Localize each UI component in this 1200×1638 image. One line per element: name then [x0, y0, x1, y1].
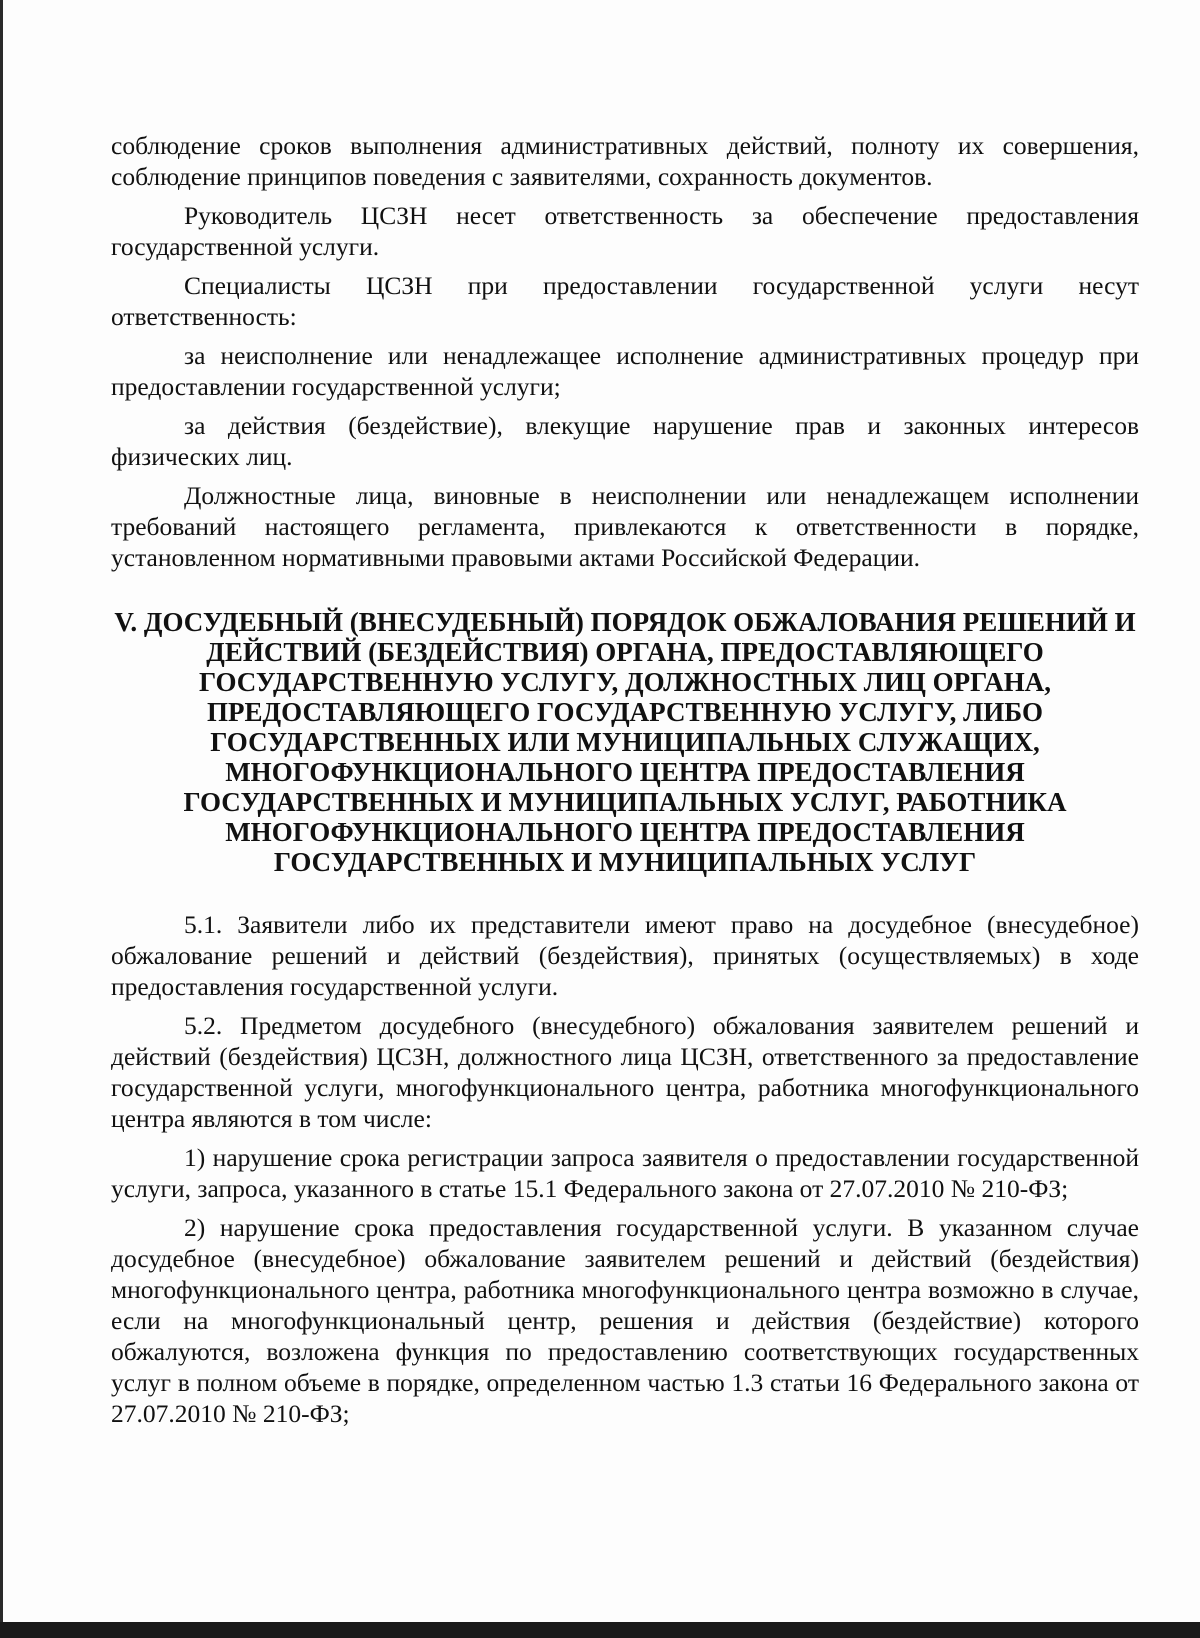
- paragraph-5-1: 5.1. Заявители либо их представители имеют право на досудебное (внесудебное) обжалование решений и действий (бездействия), принятых (осуществляемых) в ходе предоставления государственной услуги.: [111, 910, 1139, 1001]
- paragraph-officials-liability: Должностные лица, виновные в неисполнении или ненадлежащем исполнении требований настоящего регламента, привлекаются к ответственности в порядке, установленном нормативными правовыми актами Российской Федерации.: [111, 481, 1139, 572]
- scan-border-bottom: [0, 1622, 1200, 1638]
- paragraph-head-responsibility: Руководитель ЦСЗН несет ответственность за обеспечение предоставления государственной услуги.: [111, 201, 1139, 261]
- document-body: [111, 130, 1139, 1429]
- scan-border-left: [0, 0, 3, 1638]
- paragraph-specialists-responsibility: Специалисты ЦСЗН при предоставлении государственной услуги несут ответственность:: [111, 271, 1139, 331]
- section-heading: V. ДОСУДЕБНЫЙ (ВНЕСУДЕБНЫЙ) ПОРЯДОК ОБЖАЛОВАНИЯ РЕШЕНИЙ И ДЕЙСТВИЙ (БЕЗДЕЙСТВИЯ) ОРГАНА, ПРЕДОСТАВЛЯЮЩЕГО ГОСУДАРСТВЕННУЮ УСЛУГУ, ДОЛЖНОСТНЫХ ЛИЦ ОРГАНА, ПРЕДОСТАВЛЯЮЩЕГО ГОСУДАРСТВЕННУЮ УСЛУГУ, ЛИБО ГОСУДАРСТВЕННЫХ ИЛИ МУНИЦИПАЛЬНЫХ СЛУЖАЩИХ, МНОГОФУНКЦИОНАЛЬНОГО ЦЕНТРА ПРЕДОСТАВЛЕНИЯ ГОСУДАРСТВЕННЫХ И МУНИЦИПАЛЬНЫХ УСЛУГ, РАБОТНИКА МНОГОФУНКЦИОНАЛЬНОГО ЦЕНТРА ПРЕДОСТАВЛЕНИЯ ГОСУДАРСТВЕННЫХ И МУНИЦИПАЛЬНЫХ УСЛУГ: [114, 607, 1136, 877]
- paragraph-continuation: соблюдение сроков выполнения административных действий, полноту их совершения, соблюдение принципов поведения с заявителями, сохранность документов.: [111, 131, 1139, 191]
- paragraph-5-2: 5.2. Предметом досудебного (внесудебного) обжалования заявителем решений и действий (бездействия) ЦСЗН, должностного лица ЦСЗН, ответственного за предоставление государственной услуги, многофункционального центра, работника многофункционального центра являются в том числе:: [111, 1011, 1139, 1133]
- paragraph-item-1: 1) нарушение срока регистрации запроса заявителя о предоставлении государственной услуги, запроса, указанного в статье 15.1 Федерального закона от 27.07.2010 № 210-ФЗ;: [111, 1143, 1139, 1203]
- paragraph-item-2: 2) нарушение срока предоставления государственной услуги. В указанном случае досудебное (внесудебное) обжалование заявителем решений и действий (бездействия) многофункционального центра, работника многофункционального центра возможно в случае, если на многофункциональный центр, решения и действия (бездействие) которого обжалуются, возложена функция по предоставлению соответствующих государственных услуг в полном объеме в порядке, определенном частью 1.3 статьи 16 Федерального закона от 27.07.2010 № 210-ФЗ;: [111, 1213, 1139, 1428]
- paragraph-actions-inaction: за действия (бездействие), влекущие нарушение прав и законных интересов физических лиц.: [111, 411, 1139, 471]
- paragraph-non-performance: за неисполнение или ненадлежащее исполнение административных процедур при предоставлении государственной услуги;: [111, 341, 1139, 401]
